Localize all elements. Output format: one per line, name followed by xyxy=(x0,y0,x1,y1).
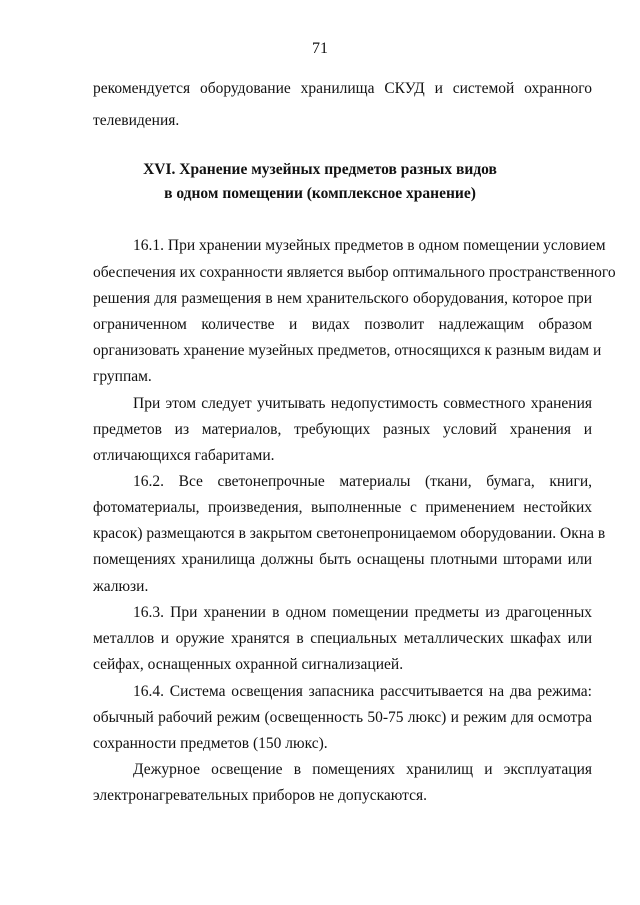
paragraph-16-2-line: помещениях хранилища должны быть оснащены плотными шторами или xyxy=(93,551,592,568)
paragraph-16-2-line: жалюзи. xyxy=(93,578,149,595)
intro-line-1: рекомендуется оборудование хранилища СКУД и системой охранного xyxy=(93,80,592,97)
paragraph-16-4-line: 16.4. Система освещения запасника рассчитывается на два режима: xyxy=(133,683,592,700)
paragraph-note-line: отличающихся габаритами. xyxy=(93,447,275,464)
page-number: 71 xyxy=(312,40,328,57)
paragraph-16-1-line: группам. xyxy=(93,368,152,385)
paragraph-16-1-line: 16.1. При хранении музейных предметов в одном помещении условием xyxy=(133,237,606,254)
paragraph-16-1-line: организовать хранение музейных предметов, относящихся к разным видам и xyxy=(93,342,602,359)
paragraph-16-2-line: 16.2. Все светонепрочные материалы (ткани, бумага, книги, xyxy=(133,473,592,490)
section-title-line-2: в одном помещении (комплексное хранение) xyxy=(164,185,476,202)
paragraph-16-1-line: ограниченном количестве и видах позволит надлежащим образом xyxy=(93,316,592,333)
paragraph-16-2-line: красок) размещаются в закрытом светонепроницаемом оборудовании. Окна в xyxy=(93,525,606,542)
paragraph-16-3-line: сейфах, оснащенных охранной сигнализацией. xyxy=(93,656,404,673)
paragraph-16-1-line: решения для размещения в нем хранительского оборудования, которое при xyxy=(93,290,592,307)
paragraph-16-4-line: сохранности предметов (150 люкс). xyxy=(93,735,328,752)
paragraph-duty-line: Дежурное освещение в помещениях хранилищ и эксплуатация xyxy=(133,761,592,778)
paragraph-note-line: При этом следует учитывать недопустимость совместного хранения xyxy=(133,395,592,412)
section-title-line-1: XVI. Хранение музейных предметов разных видов xyxy=(143,161,497,178)
paragraph-note-line: предметов из материалов, требующих разных условий хранения и xyxy=(93,421,592,438)
paragraph-16-1-line: обеспечения их сохранности является выбор оптимального пространственного xyxy=(93,264,616,281)
paragraph-16-3-line: металлов и оружие хранятся в специальных металлических шкафах или xyxy=(93,630,592,647)
paragraph-duty-line: электронагревательных приборов не допускаются. xyxy=(93,787,427,804)
paragraph-16-4-line: обычный рабочий режим (освещенность 50-75 люкс) и режим для осмотра xyxy=(93,709,592,726)
intro-line-2: телевидения. xyxy=(93,112,180,129)
paragraph-16-3-line: 16.3. При хранении в одном помещении предметы из драгоценных xyxy=(133,604,592,621)
paragraph-16-2-line: фотоматериалы, произведения, выполненные с применением нестойких xyxy=(93,499,592,516)
